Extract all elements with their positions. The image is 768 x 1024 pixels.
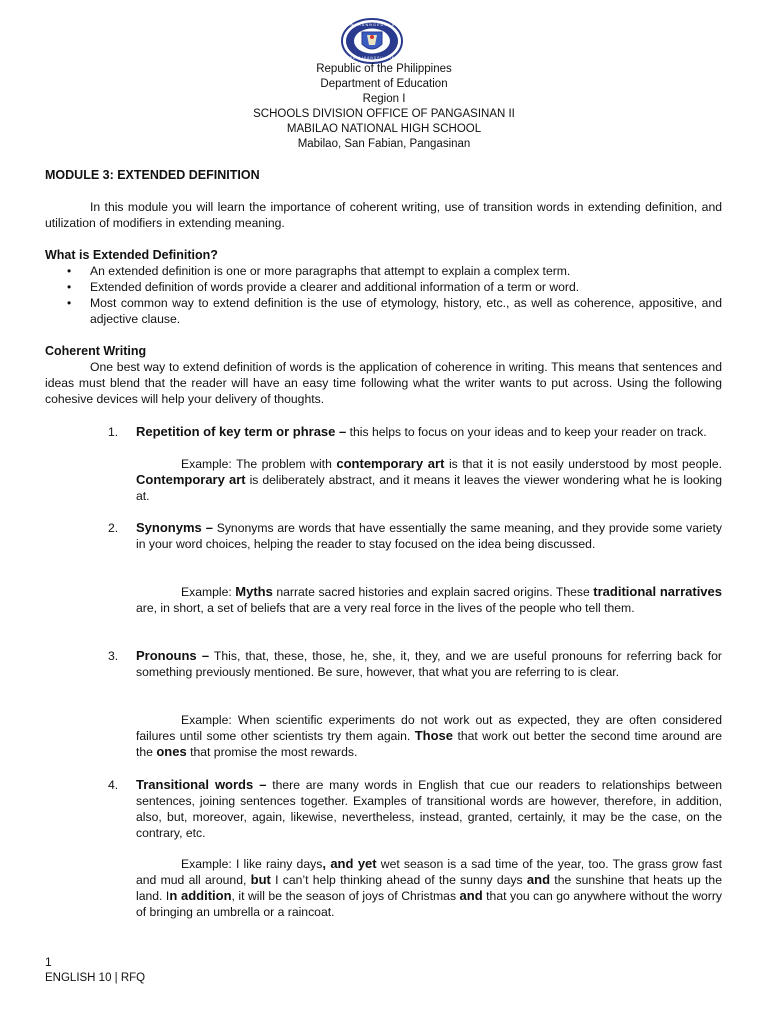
example-synonyms: Example: Myths narrate sacred histories and explain sacred origins. These traditional narratives are, in short, a set of beliefs that are a very real force in the lives of the people who tell them. xyxy=(136,584,722,615)
header-republic: Republic of the Philippines xyxy=(316,63,452,75)
header-address: Mabilao, San Fabian, Pangasinan xyxy=(297,138,471,150)
item-number: 3. xyxy=(108,649,119,663)
item-term: Synonyms – xyxy=(136,520,213,535)
example-transitional-words: Example: I like rainy days, and yet wet season is a sad time of the year, too. The grass grow fast and mud all around, but I can’t help thinking ahead of the sunny days and the sunshine that heats up the land. In addition, it will be the season of joys of Christmas and that you can go anywhere without the worry of bringing an umbrella or a raincoat. xyxy=(136,856,723,919)
item-term: Transitional words – xyxy=(136,777,267,792)
coherent-paragraph: One best way to extend definition of words is the application of coherence in writing. This means that sentences and ideas must blend that the reader will have an easy time following what the writer wants to put across. Using the following cohesive devices will help your delivery of thoughts. xyxy=(45,360,722,406)
device-item-transitional-words xyxy=(108,777,722,841)
list-item: • Extended definition of words provide a clearer and additional information of a term or word. xyxy=(67,280,580,294)
svg-text:R E P U B L I K A N G P I L I: R E P U B L I K A N G P I L I P I N A S xyxy=(343,56,401,60)
item-description: this helps to focus on your ideas and to keep your reader on track. xyxy=(346,425,707,439)
item-description: there are many words in English that cue our readers to relationships between sentences, joining sentences together. Examples of transitional words are however, therefore, in addition, also, but, moreover, again, likewise, nevertheless, instead, granted, certainly, it may be the case, on the contrary, etc. xyxy=(136,778,722,840)
intro-paragraph: In this module you will learn the importance of coherent writing, use of transition words in extending definition, and utilization of modifiers in extending meaning. xyxy=(45,200,722,230)
device-item-synonyms xyxy=(108,520,722,552)
item-term: Repetition of key term or phrase – xyxy=(136,424,347,439)
item-description: Synonyms are words that have essentially the same meaning, and they provide some variety in your word choices, helping the reader to stay focused on the idea being discussed. xyxy=(136,521,722,551)
bullet-icon: • xyxy=(67,280,72,294)
header-division-office: SCHOOLS DIVISION OFFICE OF PANGASINAN II xyxy=(253,108,515,120)
header-region: Region I xyxy=(362,93,406,105)
page-number: 1 xyxy=(45,955,52,969)
definition-bullet-list xyxy=(45,263,722,327)
bullet-icon: • xyxy=(67,296,72,310)
example-repetition: Example: The problem with contemporary art is that it is not easily understood by most people. Contemporary art is deliberately abstract, and it means it leaves the viewer wondering what he is looking at. xyxy=(136,456,722,503)
item-number: 2. xyxy=(108,521,119,535)
section-heading-what-is: What is Extended Definition? xyxy=(45,248,218,262)
list-item: • An extended definition is one or more paragraphs that attempt to explain a complex term. xyxy=(67,264,571,278)
item-description: This, that, these, those, he, she, it, they, and we are useful pronouns for referring back for something previously mentioned. Be sure, however, that what you are referring to is clear. xyxy=(136,649,722,679)
item-number: 1. xyxy=(108,425,119,439)
list-item: • Most common way to extend definition is the use of etymology, history, etc., as well as coherence, appositive, and adjective clause. xyxy=(67,296,722,326)
device-item-pronouns xyxy=(108,648,722,680)
example-pronouns: Example: When scientific experiments do not work out as expected, they are often considered failures until some other scientists try them again. Those that work out better the second time around are the ones that promise the most rewards. xyxy=(136,713,722,759)
footer-label: ENGLISH 10 | RFQ xyxy=(45,972,146,984)
bullet-icon: • xyxy=(67,264,72,278)
deped-seal-icon xyxy=(335,18,409,64)
header-school-name: MABILAO NATIONAL HIGH SCHOOL xyxy=(286,123,482,135)
device-item-repetition xyxy=(108,424,722,440)
header-department: Department of Education xyxy=(320,78,448,90)
svg-text:K A G A W A R A N N G E D U K: K A G A W A R A N N G E D U K A S Y O N xyxy=(335,23,409,27)
item-term: Pronouns – xyxy=(136,648,210,663)
item-number: 4. xyxy=(108,778,119,792)
module-title: MODULE 3: EXTENDED DEFINITION xyxy=(45,168,260,182)
section-heading-coherent-writing: Coherent Writing xyxy=(45,344,147,358)
